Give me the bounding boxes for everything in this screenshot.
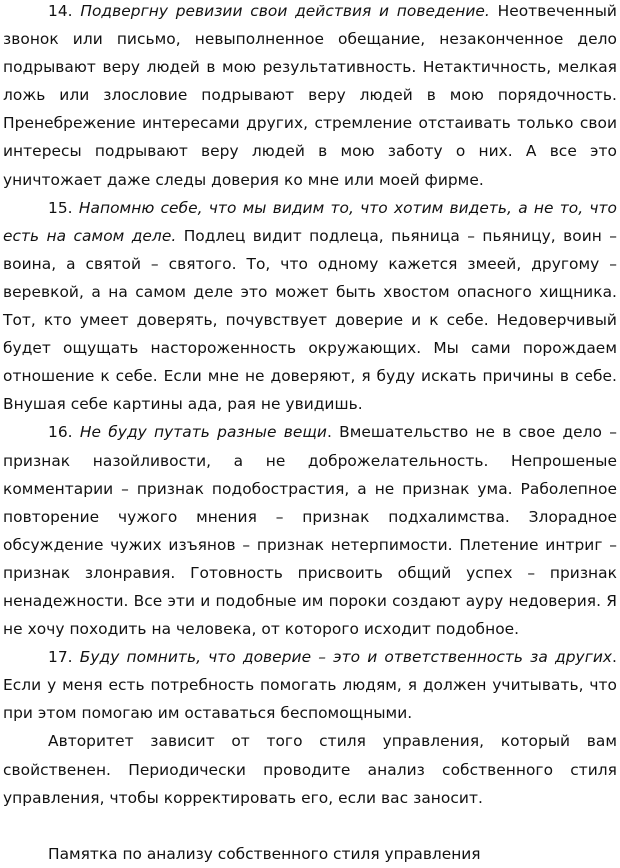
item-text: . Если у меня есть потребность помогать людям, я должен учитывать, что при этом помогаю им оставаться беспомощными.: [3, 648, 617, 723]
item-text: Подлец видит подлеца, пьяница – пьяницу, воин – воина, а святой – святого. То, что одному кажется змеей, другому – веревкой, а на самом деле это может быть хвостом опасного хищника. Тот, кто умеет доверять, почувствует доверие и к себе. Недоверчивый будет ощущать настороженность окружающих. Мы сами порождаем отношение к себе. Если мне не доверяют, я буду искать причины в себе. Внушая себе картины ада, рая не увидишь.: [3, 226, 617, 414]
paragraph-15: [3, 194, 617, 419]
item-text: . Вмешательство не в свое дело – признак назойливости, а не доброжелательность. Непрошеные комментарии – признак подобострастия, а не признак ума. Раболепное повторение чужого мнения – признак подхалимства. Злорадное обсуждение чужих изъянов – признак нетерпимости. Плетение интриг – признак злонравия. Готовность присвоить общий успех – признак ненадежности. Все эти и подобные им пороки создают ауру недоверия. Я не хочу походить на человека, от которого исходит подобное.: [3, 423, 617, 639]
closing-paragraph: Авторитет зависит от того стиля управления, который вам свойственен. Периодически проводите анализ собственного стиля управления, чтобы корректировать его, если вас заносит.: [3, 732, 617, 807]
paragraph-17: [3, 643, 617, 727]
item-title: Напомню себе, что мы видим то, что хотим видеть, а не то, что есть на самом деле.: [3, 198, 617, 245]
item-number: 15.: [48, 198, 73, 217]
paragraph-16: [3, 418, 617, 643]
item-number: 14.: [48, 2, 73, 20]
item-text: Неотвеченный звонок или письмо, невыполненное обещание, незаконченное дело подрывают веру людей в мою результативность. Нетактичность, мелкая ложь или злословие подрывают веру людей в мою порядочность. Пренебрежение интересами других, стремление отстаивать только свои интересы подрывают веру людей в мою заботу о них. А все это уничтожает даже следы доверия ко мне или моей фирме.: [3, 2, 617, 189]
item-title: Подвергну ревизии свои действия и поведение.: [80, 2, 490, 20]
memo-heading: Памятка по анализу собственного стиля управления: [48, 845, 481, 863]
item-title: Не буду путать разные вещи: [79, 423, 327, 442]
paragraph-14: [3, 0, 617, 194]
item-number: 16.: [48, 423, 73, 442]
item-number: 17.: [48, 648, 73, 667]
text-column: [3, 0, 617, 812]
item-title: Буду помнить, что доверие – это и ответственность за других: [79, 648, 613, 667]
